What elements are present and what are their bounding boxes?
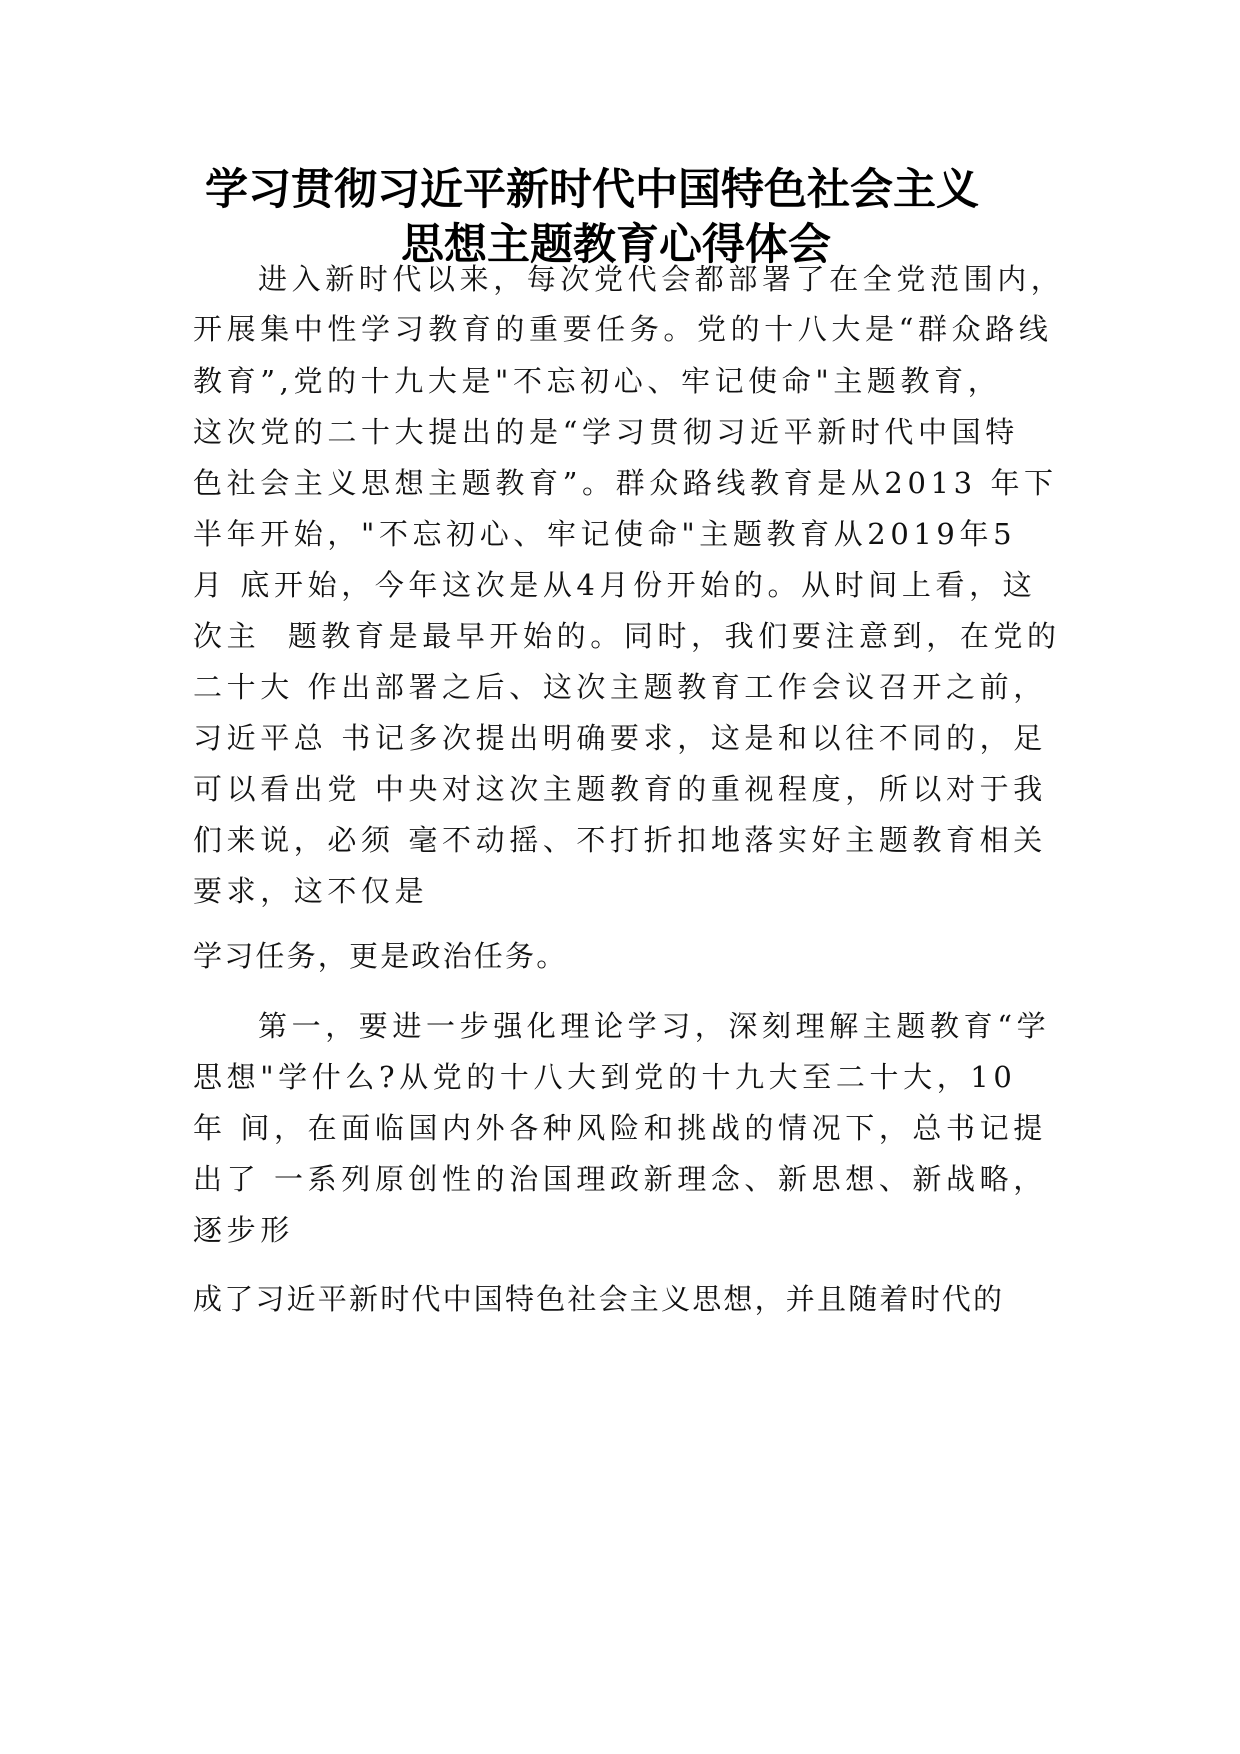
paragraph-2-line: 思想"学什么?从党的十八大到党的十九大至二十大，10 [193, 1060, 1017, 1094]
paragraph-1-line: 开展集中性学习教育的重要任务。党的十八大是“群众路线 [193, 312, 1053, 346]
paragraph-1-line: 可以看出党 中央对这次主题教育的重视程度，所以对于我 [193, 772, 1047, 806]
paragraph-2-line: 第一，要进一步强化理论学习，深刻理解主题教育“学 [258, 1009, 1051, 1043]
paragraph-1-line: 要求，这不仅是 [193, 874, 429, 908]
paragraph-2-line: 出了 一系列原创性的治国理政新理念、新思想、新战略， [193, 1162, 1047, 1196]
paragraph-1-line: 月 底开始，今年这次是从4月份开始的。从时间上看，这 [193, 568, 1037, 602]
paragraph-1-line: 色社会主义思想主题教育”。群众路线教育是从2013 年下 [193, 466, 1058, 500]
paragraph-1-line: 进入新时代以来，每次党代会都部署了在全党范围内， [258, 262, 1065, 296]
paragraph-2-line: 逐步形 [193, 1213, 294, 1247]
paragraph-1-line: 教育”,党的十九大是"不忘初心、牢记使命"主题教育， [193, 364, 1002, 398]
document-title-line-2: 思想主题教育心得体会 [401, 220, 831, 270]
document-title-line-1: 学习贯彻习近平新时代中国特色社会主义 [205, 165, 979, 215]
paragraph-1-line: 次主 题教育是最早开始的。同时，我们要注意到，在党的 [193, 619, 1061, 653]
paragraph-1-line: 二十大 作出部署之后、这次主题教育工作会议召开之前， [193, 670, 1047, 704]
paragraph-1-line: 习近平总 书记多次提出明确要求，这是和以往不同的，足 [193, 721, 1047, 755]
paragraph-1-line: 这次党的二十大提出的是“学习贯彻习近平新时代中国特 [193, 415, 1019, 449]
paragraph-1-line: 半年开始，"不忘初心、牢记使命"主题教育从2019年5 [193, 517, 1017, 551]
paragraph-2-tail: 成了习近平新时代中国特色社会主义思想，并且随着时代的 [193, 1282, 1005, 1316]
paragraph-1-line: 们来说，必须 毫不动摇、不打折扣地落实好主题教育相关 [193, 823, 1047, 857]
paragraph-2-line: 年 间，在面临国内外各种风险和挑战的情况下，总书记提 [193, 1111, 1047, 1145]
paragraph-1-tail: 学习任务，更是政治任务。 [193, 939, 568, 973]
